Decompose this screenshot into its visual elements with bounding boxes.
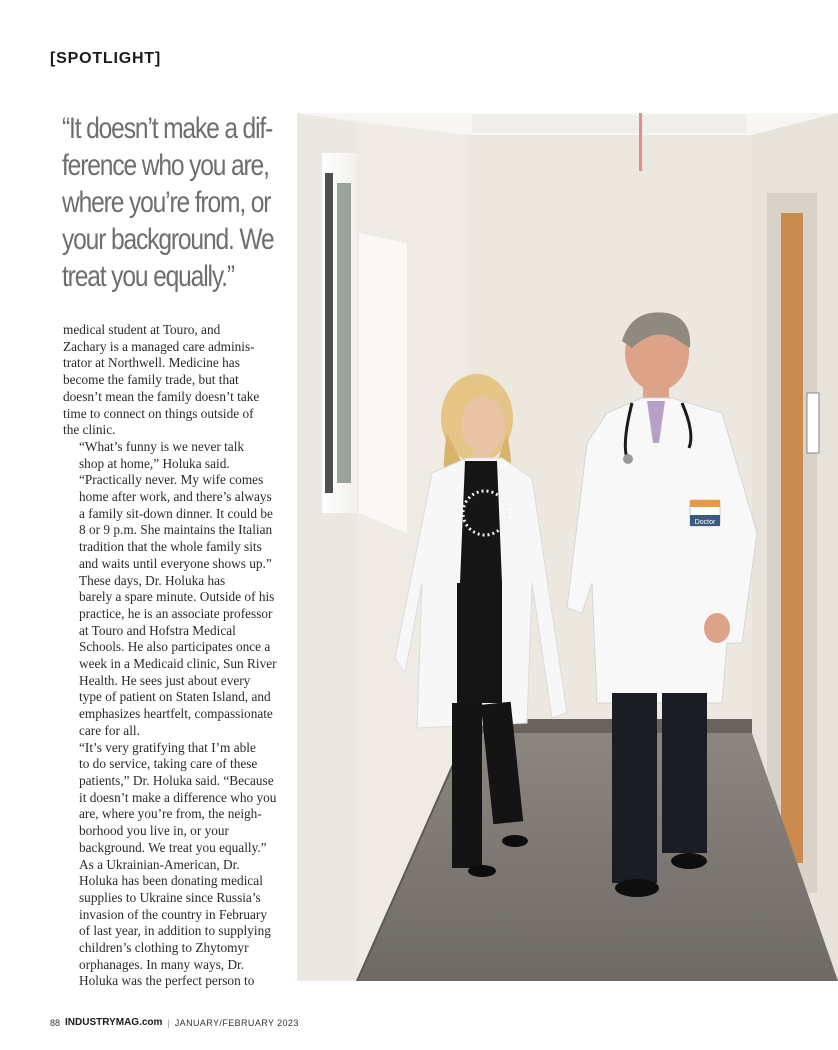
page-number: 88 xyxy=(50,1017,61,1028)
body-line: borhood you live in, or your xyxy=(79,823,229,839)
page-footer xyxy=(50,1017,299,1028)
body-line: trator at Northwell. Medicine has xyxy=(63,355,240,371)
body-line: Holuka has been donating medical xyxy=(79,873,263,889)
body-line: patients,” Dr. Holuka said. “Because xyxy=(79,772,274,788)
badge-label: Doctor xyxy=(694,519,716,526)
pull-quote-line: treat you equally.” xyxy=(62,260,234,293)
body-line: doesn’t mean the family doesn’t take xyxy=(63,388,260,404)
body-line: Health. He sees just about every xyxy=(79,672,251,688)
body-line: supplies to Ukraine since Russia’s xyxy=(79,889,261,905)
pull-quote xyxy=(62,110,274,295)
body-line: of last year, in addition to supplying xyxy=(79,923,271,939)
body-line: type of patient on Staten Island, and xyxy=(79,689,271,705)
body-paragraph xyxy=(63,572,277,740)
body-line: and waits until everyone shows up.” xyxy=(79,555,272,571)
body-line: Holuka was the perfect person to xyxy=(79,973,255,989)
pull-quote-line: your background. We xyxy=(62,223,274,256)
body-line: it doesn’t make a difference who you xyxy=(79,789,277,805)
body-line: home after work, and there’s always xyxy=(79,489,272,505)
pull-quote-line: where you’re from, or xyxy=(62,186,271,219)
body-line: Schools. He also participates once a xyxy=(79,639,271,655)
body-line: time to connect on things outside of xyxy=(63,405,254,421)
body-line: background. We treat you equally.” xyxy=(79,839,267,855)
body-line: are, where you’re from, the neigh- xyxy=(79,806,262,822)
body-paragraph xyxy=(63,438,273,573)
body-line: Zachary is a managed care adminis- xyxy=(63,338,255,354)
magazine-brand: INDUSTRYMAG.com xyxy=(65,1017,163,1028)
pull-quote-line: “It doesn’t make a dif- xyxy=(62,112,273,145)
body-line: barely a spare minute. Outside of his xyxy=(79,589,275,605)
body-line: These days, Dr. Holuka has xyxy=(79,572,226,588)
body-line: to do service, taking care of these xyxy=(79,756,258,772)
body-line: orphanages. In many ways, Dr. xyxy=(79,956,245,972)
body-line: 8 or 9 p.m. She maintains the Italian xyxy=(79,522,273,538)
body-line: the clinic. xyxy=(63,422,116,438)
body-line: at Touro and Hofstra Medical xyxy=(79,622,236,638)
pull-quote-line: ference who you are, xyxy=(62,149,269,182)
footer-separator: | xyxy=(167,1017,170,1028)
body-line: week in a Medicaid clinic, Sun River xyxy=(79,656,277,672)
body-paragraph xyxy=(63,322,263,439)
body-line: As a Ukrainian-American, Dr. xyxy=(79,856,240,872)
body-line: shop at home,” Holuka said. xyxy=(79,455,230,471)
article-body-column xyxy=(63,322,277,990)
body-paragraph xyxy=(63,856,271,991)
body-line: children’s clothing to Zhytomyr xyxy=(79,940,249,956)
body-line: “What’s funny is we never talk xyxy=(79,438,245,454)
doctors-hallway-photo xyxy=(297,113,838,981)
body-line: become the family trade, but that xyxy=(63,372,239,388)
body-line: practice, he is an associate professor xyxy=(79,605,273,621)
body-line: “It’s very gratifying that I’m able xyxy=(79,739,256,755)
issue-date: JANUARY/FEBRUARY 2023 xyxy=(174,1017,299,1028)
body-paragraph xyxy=(63,739,277,857)
body-line: emphasizes heartfelt, compassionate xyxy=(79,706,273,722)
body-line: tradition that the whole family sits xyxy=(79,539,262,555)
body-line: care for all. xyxy=(79,722,140,738)
body-line: invasion of the country in February xyxy=(79,906,267,922)
body-line: a family sit-down dinner. It could be xyxy=(79,505,273,521)
body-line: “Practically never. My wife comes xyxy=(79,472,264,488)
body-line: medical student at Touro, and xyxy=(63,322,221,337)
section-tag: [SPOTLIGHT] xyxy=(50,50,162,67)
